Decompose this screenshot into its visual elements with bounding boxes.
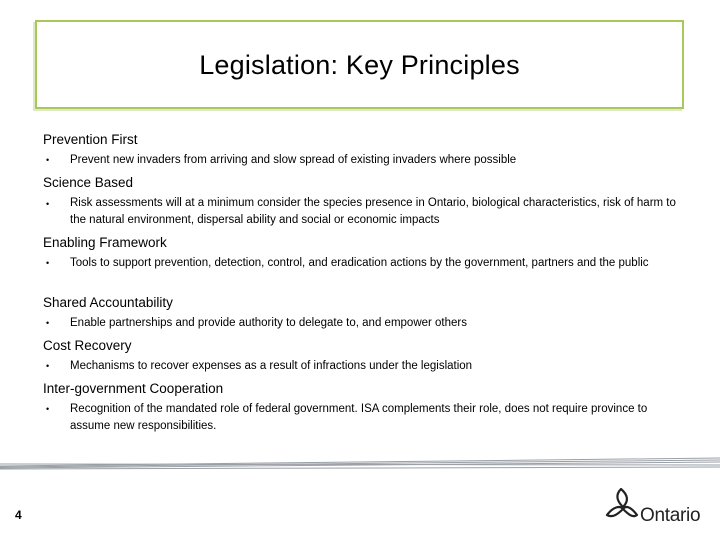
slide-title: Legislation: Key Principles	[199, 50, 520, 80]
bullet-marker: •	[46, 258, 50, 268]
bullet-marker: •	[46, 199, 50, 209]
section-heading: Cost Recovery	[43, 338, 132, 353]
bullet-marker: •	[46, 155, 50, 165]
bullet-text: Risk assessments will at a minimum consider the species presence in Ontario, biological characteristics, risk of harm to the natural environment, dispersal ability and social or economic impacts	[70, 197, 676, 226]
section-heading: Science Based	[43, 175, 134, 190]
bullet-text: Tools to support prevention, detection, control, and eradication actions by the government, partners and the public	[70, 257, 649, 269]
ontario-wordmark: Ontario	[640, 505, 701, 526]
bullet-marker: •	[46, 404, 50, 414]
section-heading: Shared Accountability	[43, 295, 173, 310]
bullet-marker: •	[46, 318, 50, 328]
section-heading: Prevention First	[43, 132, 138, 147]
bullet-text: Enable partnerships and provide authority to delegate to, and empower others	[70, 317, 468, 329]
section-heading: Inter-government Cooperation	[43, 381, 224, 396]
bullet-marker: •	[46, 361, 50, 371]
bullet-text: Mechanisms to recover expenses as a result of infractions under the legislation	[70, 360, 473, 372]
bullet-text: Prevent new invaders from arriving and slow spread of existing invaders where possible	[70, 154, 517, 166]
bullet-text: Recognition of the mandated role of federal government. ISA complements their role, does not require province to assume new responsibilities.	[70, 403, 648, 432]
page-number: 4	[15, 508, 22, 522]
footer-divider-lines	[0, 440, 720, 470]
section-heading: Enabling Framework	[43, 235, 167, 250]
